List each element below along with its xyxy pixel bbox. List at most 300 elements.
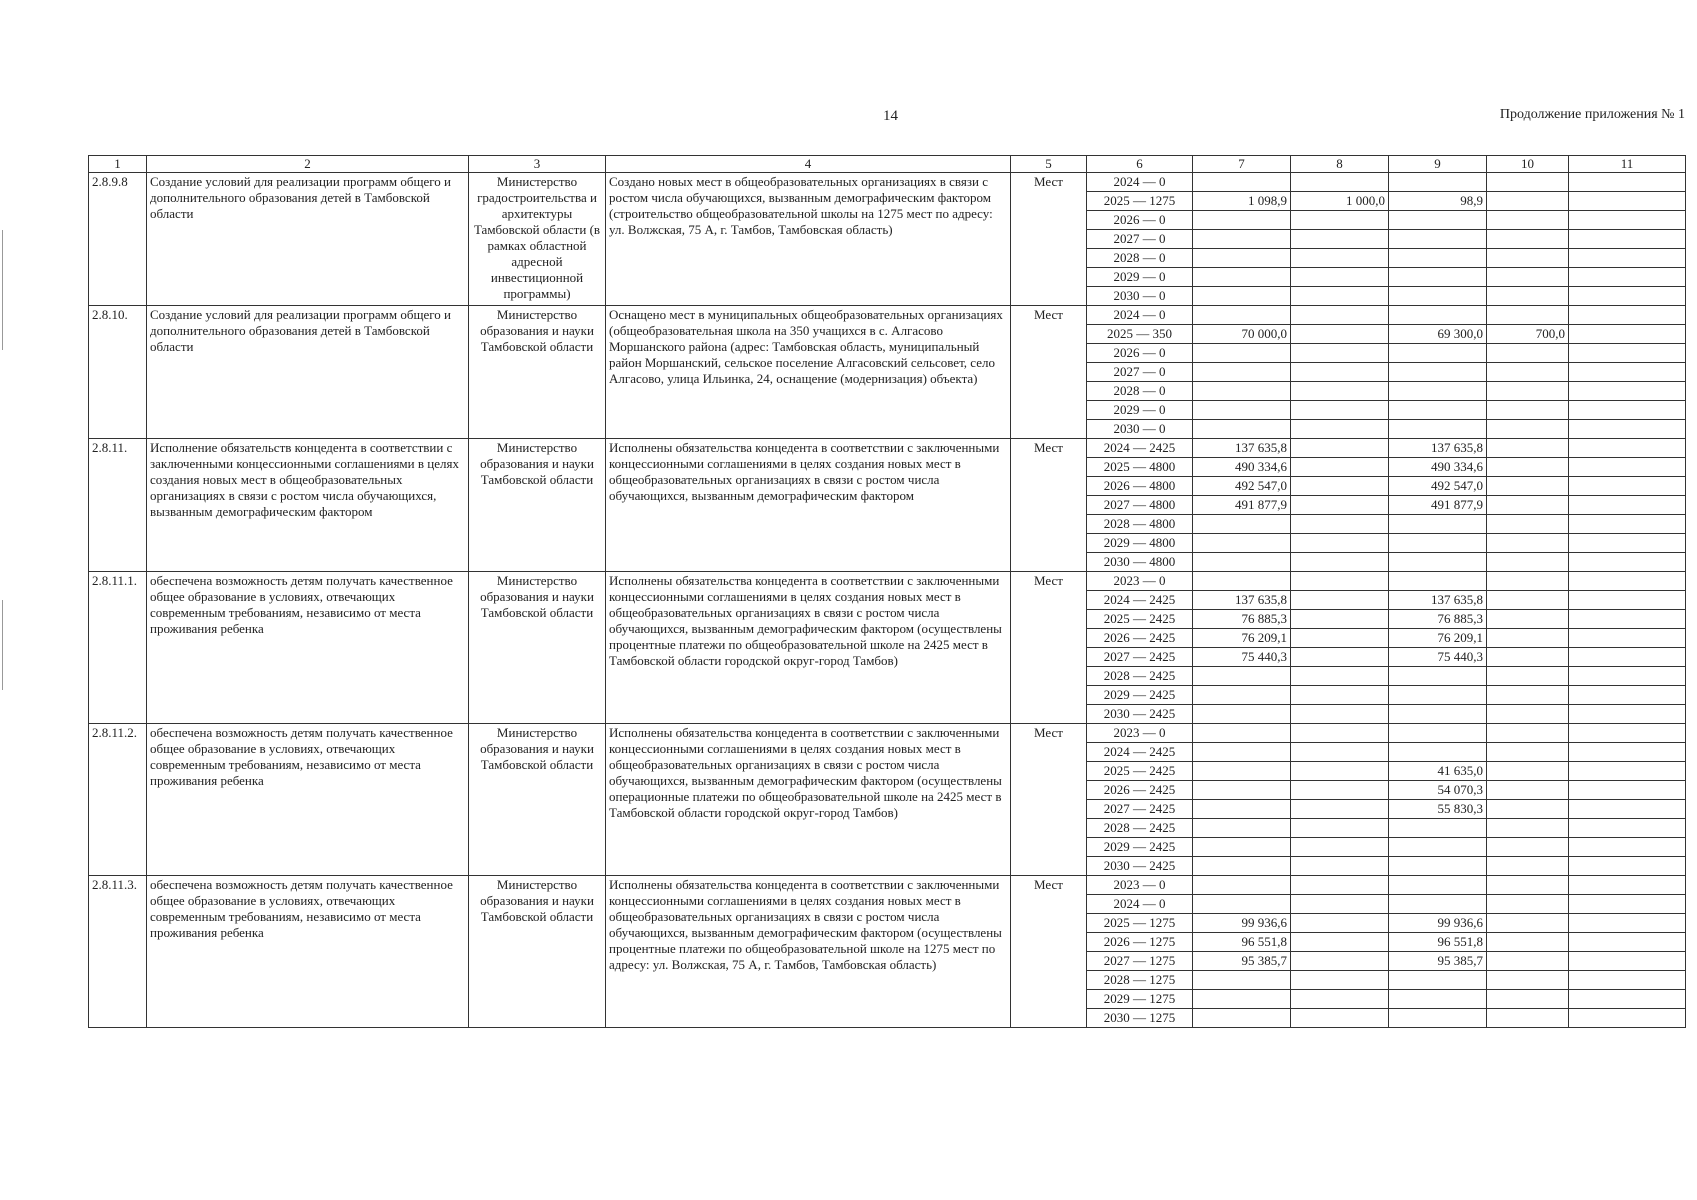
funding-cell-c9	[1389, 1009, 1487, 1028]
year-value-cell: 2030 — 1275	[1087, 1009, 1193, 1028]
table-row	[89, 876, 1686, 895]
table-row	[89, 306, 1686, 325]
year-value-cell: 2025 — 2425	[1087, 610, 1193, 629]
funding-cell-c9: 137 635,8	[1389, 439, 1487, 458]
funding-cell-c8	[1291, 306, 1389, 325]
funding-cell-c9	[1389, 667, 1487, 686]
funding-cell-c9: 69 300,0	[1389, 325, 1487, 344]
year-value-cell: 2025 — 350	[1087, 325, 1193, 344]
funding-cell-c8	[1291, 819, 1389, 838]
funding-cell-c7	[1193, 724, 1291, 743]
funding-cell-c9	[1389, 268, 1487, 287]
funding-cell-c11	[1569, 382, 1686, 401]
funding-cell-c7: 99 936,6	[1193, 914, 1291, 933]
funding-cell-c10	[1487, 762, 1569, 781]
year-value-cell: 2030 — 4800	[1087, 553, 1193, 572]
funding-cell-c7	[1193, 344, 1291, 363]
funding-cell-c7	[1193, 287, 1291, 306]
funding-cell-c7: 1 098,9	[1193, 192, 1291, 211]
funding-cell-c9	[1389, 572, 1487, 591]
funding-cell-c7	[1193, 971, 1291, 990]
funding-cell-c10	[1487, 781, 1569, 800]
funding-cell-c10	[1487, 705, 1569, 724]
funding-cell-c8	[1291, 648, 1389, 667]
funding-cell-c8	[1291, 629, 1389, 648]
result-description: Исполнены обязательства концедента в соответствии с заключенными концессионными соглашениями в целях создания новых мест в общеобразовательных организациях в связи с ростом числа обучающихся, вызванным демографическим фактором (осуществлены процентные платежи по общеобразовательной школе на 1275 мест по адресу: ул. Волжская, 75 А, г. Тамбов, Тамбовская область)	[606, 876, 1011, 1028]
funding-cell-c11	[1569, 515, 1686, 534]
responsible-ministry: Министерство образования и науки Тамбовской области	[469, 876, 606, 1028]
funding-cell-c9: 96 551,8	[1389, 933, 1487, 952]
funding-cell-c11	[1569, 439, 1686, 458]
funding-cell-c7	[1193, 572, 1291, 591]
funding-cell-c7	[1193, 819, 1291, 838]
unit-cell: Мест	[1011, 876, 1087, 1028]
funding-cell-c8	[1291, 496, 1389, 515]
funding-cell-c9	[1389, 515, 1487, 534]
funding-cell-c9: 76 209,1	[1389, 629, 1487, 648]
funding-cell-c11	[1569, 420, 1686, 439]
funding-cell-c11	[1569, 344, 1686, 363]
year-value-cell: 2027 — 2425	[1087, 648, 1193, 667]
year-value-cell: 2026 — 1275	[1087, 933, 1193, 952]
funding-cell-c8	[1291, 534, 1389, 553]
funding-cell-c7	[1193, 876, 1291, 895]
table-row	[89, 572, 1686, 591]
funding-cell-c9	[1389, 705, 1487, 724]
funding-cell-c10	[1487, 610, 1569, 629]
funding-cell-c7	[1193, 1009, 1291, 1028]
header-cell: 4	[606, 156, 1011, 173]
responsible-ministry: Министерство образования и науки Тамбовской области	[469, 306, 606, 439]
funding-cell-c8	[1291, 743, 1389, 762]
funding-cell-c9	[1389, 401, 1487, 420]
funding-cell-c8	[1291, 895, 1389, 914]
unit-cell: Мест	[1011, 724, 1087, 876]
funding-cell-c10	[1487, 553, 1569, 572]
funding-cell-c7	[1193, 838, 1291, 857]
funding-cell-c9	[1389, 363, 1487, 382]
funding-cell-c10	[1487, 686, 1569, 705]
funding-cell-c8	[1291, 249, 1389, 268]
funding-cell-c7: 137 635,8	[1193, 439, 1291, 458]
unit-cell: Мест	[1011, 306, 1087, 439]
header-row	[89, 156, 1686, 173]
funding-cell-c8	[1291, 686, 1389, 705]
funding-cell-c8	[1291, 287, 1389, 306]
funding-cell-c9	[1389, 895, 1487, 914]
item-number: 2.8.10.	[89, 306, 147, 439]
funding-cell-c11	[1569, 838, 1686, 857]
funding-cell-c8	[1291, 325, 1389, 344]
funding-cell-c11	[1569, 971, 1686, 990]
funding-cell-c7	[1193, 857, 1291, 876]
funding-cell-c7	[1193, 800, 1291, 819]
funding-cell-c7: 491 877,9	[1193, 496, 1291, 515]
funding-cell-c9	[1389, 173, 1487, 192]
funding-cell-c11	[1569, 800, 1686, 819]
year-value-cell: 2026 — 2425	[1087, 629, 1193, 648]
funding-cell-c9: 99 936,6	[1389, 914, 1487, 933]
funding-cell-c9: 75 440,3	[1389, 648, 1487, 667]
funding-cell-c8	[1291, 914, 1389, 933]
funding-cell-c10	[1487, 800, 1569, 819]
funding-cell-c8	[1291, 382, 1389, 401]
funding-cell-c8	[1291, 344, 1389, 363]
scan-edge-mark	[2, 600, 3, 690]
funding-cell-c7	[1193, 420, 1291, 439]
table-row	[89, 724, 1686, 743]
funding-cell-c11	[1569, 268, 1686, 287]
funding-cell-c8: 1 000,0	[1291, 192, 1389, 211]
funding-cell-c7	[1193, 268, 1291, 287]
funding-cell-c8	[1291, 705, 1389, 724]
funding-cell-c8	[1291, 610, 1389, 629]
result-description: Оснащено мест в муниципальных общеобразовательных организациях (общеобразовательная школа на 350 учащихся в с. Алгасово Моршанского района (адрес: Тамбовская область, муниципальный район Моршанский, сельское поселение Алгасовский сельсовет, село Алгасово, улица Ильинка, 24, оснащение (модернизация) объекта)	[606, 306, 1011, 439]
funding-cell-c7	[1193, 990, 1291, 1009]
funding-cell-c11	[1569, 230, 1686, 249]
year-value-cell: 2025 — 4800	[1087, 458, 1193, 477]
funding-cell-c9	[1389, 420, 1487, 439]
result-description: Исполнены обязательства концедента в соответствии с заключенными концессионными соглашениями в целях создания новых мест в общеобразовательных организациях в связи с ростом числа обучающихся, вызванным демографическим фактором	[606, 439, 1011, 572]
funding-cell-c10	[1487, 287, 1569, 306]
funding-cell-c9	[1389, 287, 1487, 306]
responsible-ministry: Министерство образования и науки Тамбовской области	[469, 724, 606, 876]
item-number: 2.8.11.2.	[89, 724, 147, 876]
funding-cell-c8	[1291, 439, 1389, 458]
continuation-label: Продолжение приложения № 1	[1499, 107, 1685, 122]
year-value-cell: 2026 — 2425	[1087, 781, 1193, 800]
year-value-cell: 2029 — 4800	[1087, 534, 1193, 553]
funding-cell-c8	[1291, 724, 1389, 743]
responsible-ministry: Министерство образования и науки Тамбовской области	[469, 572, 606, 724]
funding-cell-c11	[1569, 325, 1686, 344]
funding-cell-c10	[1487, 496, 1569, 515]
funding-cell-c10	[1487, 838, 1569, 857]
funding-cell-c7	[1193, 686, 1291, 705]
funding-cell-c11	[1569, 496, 1686, 515]
header-cell: 1	[89, 156, 147, 173]
funding-cell-c8	[1291, 477, 1389, 496]
funding-cell-c11	[1569, 192, 1686, 211]
year-value-cell: 2027 — 1275	[1087, 952, 1193, 971]
item-name: обеспечена возможность детям получать качественное общее образование в условиях, отвечающих современным требованиям, независимо от места проживания ребенка	[147, 876, 469, 1028]
funding-cell-c10	[1487, 648, 1569, 667]
funding-cell-c9	[1389, 743, 1487, 762]
funding-cell-c10: 700,0	[1487, 325, 1569, 344]
year-value-cell: 2029 — 0	[1087, 401, 1193, 420]
year-value-cell: 2029 — 2425	[1087, 838, 1193, 857]
funding-cell-c10	[1487, 1009, 1569, 1028]
funding-cell-c8	[1291, 572, 1389, 591]
year-value-cell: 2024 — 0	[1087, 895, 1193, 914]
year-value-cell: 2028 — 1275	[1087, 971, 1193, 990]
funding-cell-c11	[1569, 1009, 1686, 1028]
funding-cell-c7	[1193, 401, 1291, 420]
funding-cell-c10	[1487, 971, 1569, 990]
funding-cell-c8	[1291, 268, 1389, 287]
header-cell: 3	[469, 156, 606, 173]
funding-cell-c11	[1569, 762, 1686, 781]
funding-cell-c7	[1193, 211, 1291, 230]
responsible-ministry: Министерство градостроительства и архитектуры Тамбовской области (в рамках областной адресной инвестиционной программы)	[469, 173, 606, 306]
funding-cell-c8	[1291, 230, 1389, 249]
funding-cell-c10	[1487, 876, 1569, 895]
funding-cell-c10	[1487, 743, 1569, 762]
funding-cell-c8	[1291, 401, 1389, 420]
result-description: Исполнены обязательства концедента в соответствии с заключенными концессионными соглашениями в целях создания новых мест в общеобразовательных организациях в связи с ростом числа обучающихся, вызванным демографическим фактором (осуществлены операционные платежи по общеобразовательной школе на 2425 мест в Тамбовской области городской округ-город Тамбов)	[606, 724, 1011, 876]
funding-cell-c7: 96 551,8	[1193, 933, 1291, 952]
year-value-cell: 2023 — 0	[1087, 876, 1193, 895]
funding-cell-c9	[1389, 344, 1487, 363]
funding-cell-c10	[1487, 382, 1569, 401]
program-table	[88, 155, 1686, 1028]
funding-cell-c9: 55 830,3	[1389, 800, 1487, 819]
funding-cell-c11	[1569, 610, 1686, 629]
funding-cell-c9	[1389, 857, 1487, 876]
year-value-cell: 2028 — 2425	[1087, 667, 1193, 686]
header-cell: 6	[1087, 156, 1193, 173]
funding-cell-c10	[1487, 173, 1569, 192]
funding-cell-c10	[1487, 363, 1569, 382]
funding-cell-c11	[1569, 629, 1686, 648]
item-number: 2.8.9.8	[89, 173, 147, 306]
funding-cell-c10	[1487, 458, 1569, 477]
responsible-ministry: Министерство образования и науки Тамбовской области	[469, 439, 606, 572]
year-value-cell: 2026 — 0	[1087, 211, 1193, 230]
funding-cell-c11	[1569, 648, 1686, 667]
year-value-cell: 2027 — 0	[1087, 230, 1193, 249]
funding-cell-c10	[1487, 990, 1569, 1009]
funding-cell-c7: 95 385,7	[1193, 952, 1291, 971]
header-cell: 9	[1389, 156, 1487, 173]
funding-cell-c11	[1569, 534, 1686, 553]
year-value-cell: 2024 — 2425	[1087, 439, 1193, 458]
year-value-cell: 2027 — 2425	[1087, 800, 1193, 819]
funding-cell-c7: 492 547,0	[1193, 477, 1291, 496]
funding-cell-c7	[1193, 382, 1291, 401]
funding-cell-c8	[1291, 211, 1389, 230]
funding-cell-c7	[1193, 230, 1291, 249]
result-description: Исполнены обязательства концедента в соответствии с заключенными концессионными соглашениями в целях создания новых мест в общеобразовательных организациях в связи с ростом числа обучающихся, вызванным демографическим фактором (осуществлены процентные платежи по общеобразовательной школе на 2425 мест в Тамбовской области городской округ-город Тамбов)	[606, 572, 1011, 724]
year-value-cell: 2025 — 1275	[1087, 914, 1193, 933]
funding-cell-c11	[1569, 876, 1686, 895]
funding-cell-c11	[1569, 572, 1686, 591]
funding-cell-c7: 75 440,3	[1193, 648, 1291, 667]
funding-cell-c10	[1487, 819, 1569, 838]
header-cell: 8	[1291, 156, 1389, 173]
funding-cell-c9	[1389, 382, 1487, 401]
funding-cell-c7: 137 635,8	[1193, 591, 1291, 610]
funding-cell-c8	[1291, 363, 1389, 382]
funding-cell-c11	[1569, 363, 1686, 382]
funding-cell-c9	[1389, 306, 1487, 325]
funding-cell-c9: 491 877,9	[1389, 496, 1487, 515]
year-value-cell: 2025 — 2425	[1087, 762, 1193, 781]
funding-cell-c7	[1193, 705, 1291, 724]
funding-cell-c10	[1487, 344, 1569, 363]
funding-cell-c11	[1569, 933, 1686, 952]
funding-cell-c10	[1487, 192, 1569, 211]
funding-cell-c9	[1389, 971, 1487, 990]
funding-cell-c7	[1193, 762, 1291, 781]
funding-cell-c11	[1569, 553, 1686, 572]
funding-cell-c9	[1389, 230, 1487, 249]
funding-cell-c10	[1487, 534, 1569, 553]
item-name: Создание условий для реализации программ общего и дополнительного образования детей в Тамбовской области	[147, 306, 469, 439]
year-value-cell: 2024 — 0	[1087, 306, 1193, 325]
funding-cell-c7	[1193, 743, 1291, 762]
year-value-cell: 2030 — 0	[1087, 420, 1193, 439]
funding-cell-c9	[1389, 249, 1487, 268]
unit-cell: Мест	[1011, 572, 1087, 724]
funding-cell-c10	[1487, 857, 1569, 876]
funding-cell-c11	[1569, 895, 1686, 914]
funding-cell-c11	[1569, 705, 1686, 724]
funding-cell-c10	[1487, 572, 1569, 591]
header-cell: 10	[1487, 156, 1569, 173]
item-number: 2.8.11.3.	[89, 876, 147, 1028]
item-name: обеспечена возможность детям получать качественное общее образование в условиях, отвечающих современным требованиям, независимо от места проживания ребенка	[147, 572, 469, 724]
year-value-cell: 2027 — 0	[1087, 363, 1193, 382]
funding-cell-c7	[1193, 363, 1291, 382]
funding-cell-c10	[1487, 952, 1569, 971]
funding-cell-c8	[1291, 1009, 1389, 1028]
year-value-cell: 2024 — 0	[1087, 173, 1193, 192]
funding-cell-c11	[1569, 990, 1686, 1009]
funding-cell-c8	[1291, 857, 1389, 876]
year-value-cell: 2028 — 0	[1087, 382, 1193, 401]
funding-cell-c11	[1569, 781, 1686, 800]
funding-cell-c8	[1291, 971, 1389, 990]
funding-cell-c10	[1487, 230, 1569, 249]
funding-cell-c7: 490 334,6	[1193, 458, 1291, 477]
funding-cell-c7	[1193, 553, 1291, 572]
funding-cell-c9: 490 334,6	[1389, 458, 1487, 477]
funding-cell-c10	[1487, 629, 1569, 648]
funding-cell-c9	[1389, 876, 1487, 895]
funding-cell-c10	[1487, 667, 1569, 686]
year-value-cell: 2028 — 2425	[1087, 819, 1193, 838]
item-number: 2.8.11.1.	[89, 572, 147, 724]
funding-cell-c7	[1193, 306, 1291, 325]
funding-cell-c10	[1487, 249, 1569, 268]
year-value-cell: 2025 — 1275	[1087, 192, 1193, 211]
funding-cell-c7	[1193, 781, 1291, 800]
funding-cell-c8	[1291, 173, 1389, 192]
funding-cell-c9	[1389, 838, 1487, 857]
year-value-cell: 2030 — 2425	[1087, 705, 1193, 724]
funding-cell-c11	[1569, 667, 1686, 686]
funding-cell-c7: 76 209,1	[1193, 629, 1291, 648]
header-cell: 2	[147, 156, 469, 173]
funding-cell-c10	[1487, 306, 1569, 325]
year-value-cell: 2028 — 0	[1087, 249, 1193, 268]
funding-cell-c11	[1569, 173, 1686, 192]
year-value-cell: 2024 — 2425	[1087, 743, 1193, 762]
funding-cell-c10	[1487, 401, 1569, 420]
unit-cell: Мест	[1011, 439, 1087, 572]
funding-cell-c11	[1569, 287, 1686, 306]
funding-cell-c8	[1291, 800, 1389, 819]
year-value-cell: 2029 — 0	[1087, 268, 1193, 287]
funding-cell-c9	[1389, 553, 1487, 572]
funding-cell-c8	[1291, 838, 1389, 857]
funding-cell-c9	[1389, 724, 1487, 743]
year-value-cell: 2023 — 0	[1087, 724, 1193, 743]
table-body	[89, 173, 1686, 1028]
funding-cell-c11	[1569, 857, 1686, 876]
funding-cell-c8	[1291, 515, 1389, 534]
funding-cell-c8	[1291, 553, 1389, 572]
funding-cell-c11	[1569, 914, 1686, 933]
funding-cell-c9	[1389, 211, 1487, 230]
table-row	[89, 173, 1686, 192]
funding-cell-c9	[1389, 819, 1487, 838]
funding-cell-c8	[1291, 876, 1389, 895]
funding-cell-c7	[1193, 895, 1291, 914]
funding-cell-c8	[1291, 458, 1389, 477]
funding-cell-c7	[1193, 534, 1291, 553]
year-value-cell: 2029 — 1275	[1087, 990, 1193, 1009]
year-value-cell: 2026 — 0	[1087, 344, 1193, 363]
funding-cell-c9: 137 635,8	[1389, 591, 1487, 610]
funding-cell-c11	[1569, 458, 1686, 477]
item-number: 2.8.11.	[89, 439, 147, 572]
funding-cell-c8	[1291, 667, 1389, 686]
funding-cell-c11	[1569, 477, 1686, 496]
funding-cell-c9: 95 385,7	[1389, 952, 1487, 971]
funding-cell-c9	[1389, 990, 1487, 1009]
header-cell: 11	[1569, 156, 1686, 173]
funding-cell-c7	[1193, 173, 1291, 192]
funding-cell-c7: 70 000,0	[1193, 325, 1291, 344]
funding-cell-c10	[1487, 591, 1569, 610]
funding-cell-c11	[1569, 724, 1686, 743]
funding-cell-c11	[1569, 591, 1686, 610]
funding-cell-c9: 41 635,0	[1389, 762, 1487, 781]
year-value-cell: 2027 — 4800	[1087, 496, 1193, 515]
year-value-cell: 2030 — 2425	[1087, 857, 1193, 876]
funding-cell-c11	[1569, 211, 1686, 230]
funding-cell-c7	[1193, 667, 1291, 686]
funding-cell-c10	[1487, 477, 1569, 496]
year-value-cell: 2029 — 2425	[1087, 686, 1193, 705]
funding-cell-c9: 76 885,3	[1389, 610, 1487, 629]
year-value-cell: 2028 — 4800	[1087, 515, 1193, 534]
funding-cell-c10	[1487, 895, 1569, 914]
funding-cell-c11	[1569, 306, 1686, 325]
year-value-cell: 2026 — 4800	[1087, 477, 1193, 496]
funding-cell-c11	[1569, 249, 1686, 268]
unit-cell: Мест	[1011, 173, 1087, 306]
funding-cell-c8	[1291, 420, 1389, 439]
funding-cell-c9	[1389, 686, 1487, 705]
year-value-cell: 2023 — 0	[1087, 572, 1193, 591]
funding-cell-c10	[1487, 724, 1569, 743]
funding-cell-c10	[1487, 439, 1569, 458]
funding-cell-c8	[1291, 591, 1389, 610]
header-cell: 7	[1193, 156, 1291, 173]
funding-cell-c11	[1569, 686, 1686, 705]
funding-cell-c11	[1569, 819, 1686, 838]
funding-cell-c9	[1389, 534, 1487, 553]
funding-cell-c7	[1193, 249, 1291, 268]
funding-cell-c8	[1291, 990, 1389, 1009]
funding-cell-c8	[1291, 933, 1389, 952]
funding-cell-c10	[1487, 268, 1569, 287]
table-row	[89, 439, 1686, 458]
funding-cell-c11	[1569, 401, 1686, 420]
